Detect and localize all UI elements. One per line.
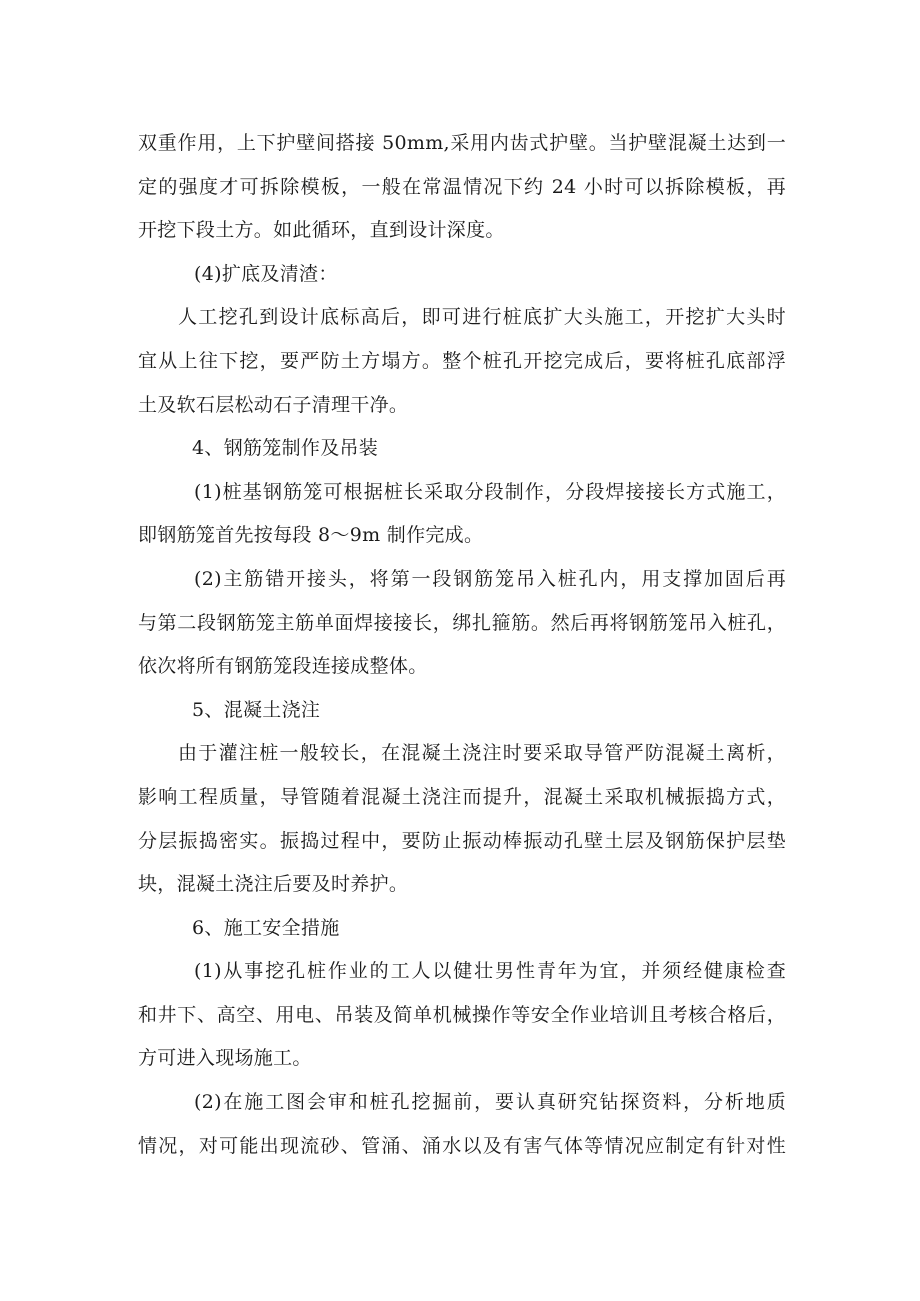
section-heading-text: 4、钢筋笼制作及吊装 — [192, 437, 379, 460]
text-line: (2)在施工图会审和桩孔挖掘前，要认真研究钻探资料，分析地质 — [194, 1091, 786, 1114]
paragraph-cage-1 — [138, 471, 786, 558]
text-line: 双重作用，上下护壁间搭接 50mm,采用内齿式护壁。当护壁混凝土达到一 — [138, 132, 786, 154]
text-line: 定的强度才可拆除模板，一般在常温情况下约 24 小时可以拆除模板，再 — [138, 175, 786, 198]
section-heading-concrete — [138, 689, 786, 733]
text-line: 依次将所有钢筋笼段连接成整体。 — [138, 655, 428, 678]
text-line: 分层振捣密实。振捣过程中，要防止振动棒振动孔壁土层及钢筋保护层垫 — [138, 829, 786, 852]
paragraph-concrete — [138, 732, 786, 906]
text-line: 块，混凝土浇注后要及时养护。 — [138, 873, 409, 896]
text-line: 由于灌注桩一般较长，在混凝土浇注时要采取导管严防混凝土离析， — [178, 742, 786, 765]
text-line: (2)主筋错开接头，将第一段钢筋笼吊入桩孔内，用支撑加固后再 — [194, 567, 786, 590]
paragraph-safety-1 — [138, 950, 786, 1081]
text-line: 即钢筋笼首先按每段 8～9m 制作完成。 — [138, 524, 484, 547]
section-heading-cage — [138, 427, 786, 471]
subheading-enlarge-base — [138, 253, 786, 297]
paragraph-safety-2 — [138, 1081, 786, 1168]
text-line: 影响工程质量，导管随着混凝土浇注而提升，混凝土采取机械振捣方式， — [138, 785, 786, 808]
text-line: 情况，对可能出现流砂、管涌、涌水以及有害气体等情况应制定有针对性 — [138, 1134, 786, 1157]
text-line: (1)桩基钢筋笼可根据桩长采取分段制作，分段焊接接长方式施工， — [194, 480, 786, 503]
section-heading-text: 6、施工安全措施 — [192, 916, 340, 939]
text-line: (1)从事挖孔桩作业的工人以健壮男性青年为宜，并须经健康检查 — [194, 960, 786, 983]
text-line: 方可进入现场施工。 — [138, 1047, 312, 1070]
section-heading-text: 5、混凝土浇注 — [192, 698, 321, 721]
text-line: 开挖下段土方。如此循环，直到设计深度。 — [138, 219, 505, 242]
text-line: 宜从上往下挖，要严防土方塌方。整个桩孔开挖完成后，要将桩孔底部浮 — [138, 349, 786, 372]
text-line: 人工挖孔到设计底标高后，即可进行桩底扩大头施工，开挖扩大头时 — [178, 306, 786, 329]
subheading-text: (4)扩底及清渣： — [194, 262, 338, 285]
text-line: 和井下、高空、用电、吊装及简单机械操作等安全作业培训且考核合格后， — [138, 1003, 786, 1026]
section-heading-safety — [138, 907, 786, 951]
text-line: 土及软石层松动石子清理干净。 — [138, 393, 409, 416]
paragraph-cage-2 — [138, 558, 786, 689]
text-line: 与第二段钢筋笼主筋单面焊接接长，绑扎箍筋。然后再将钢筋笼吊入桩孔， — [138, 611, 786, 634]
paragraph-protection-wall — [138, 122, 786, 253]
document-page — [138, 122, 786, 1168]
paragraph-enlarge-base — [138, 296, 786, 427]
